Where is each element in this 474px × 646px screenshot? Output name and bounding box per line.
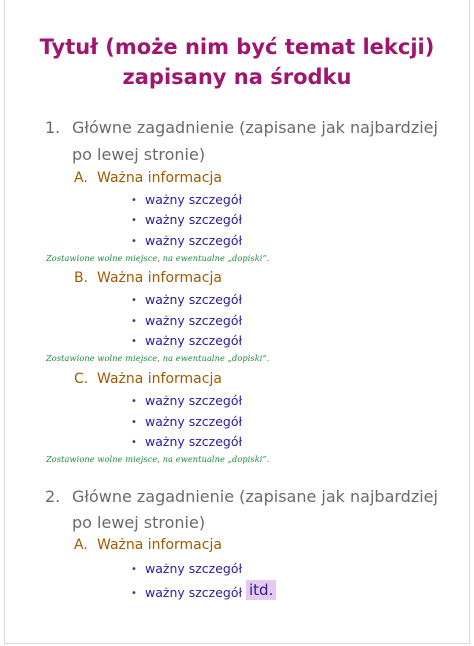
section-1-item-c-note: Zostawione wolne miejsce, na ewentualne „dopiski”. xyxy=(46,454,270,464)
section-1-item-b-letter: B. xyxy=(74,270,89,286)
bullet-icon: • xyxy=(131,437,137,448)
section-1-item-c-detail-2: ważny szczegół xyxy=(145,414,243,429)
section-1-item-b-detail-1: ważny szczegół xyxy=(145,292,243,307)
bullet-icon: • xyxy=(131,396,137,407)
section-2-item-a-label: Ważna informacja xyxy=(97,537,222,553)
bullet-icon: • xyxy=(131,417,137,428)
bullet-icon: • xyxy=(131,588,137,599)
bullet-icon: • xyxy=(131,316,137,327)
section-1-item-c-letter: C. xyxy=(74,371,89,387)
section-1-number: 1. xyxy=(45,118,61,137)
bullet-icon: • xyxy=(131,295,137,306)
bullet-icon: • xyxy=(131,336,137,347)
page-title-line-2: zapisany na środku xyxy=(122,65,352,89)
bullet-icon: • xyxy=(131,215,137,226)
bullet-icon: • xyxy=(131,236,137,247)
section-1-item-c-detail-3: ważny szczegół xyxy=(145,434,243,449)
section-1-item-a-detail-2: ważny szczegół xyxy=(145,212,243,227)
section-1-item-b-detail-3: ważny szczegół xyxy=(145,333,243,348)
section-1-item-a-letter: A. xyxy=(74,170,88,186)
section-1-item-b-label: Ważna informacja xyxy=(97,270,222,286)
section-2-number: 2. xyxy=(45,487,61,506)
bullet-icon: • xyxy=(131,564,137,575)
page-title-line-1: Tytuł (może nim być temat lekcji) xyxy=(39,35,435,59)
section-1-item-c-label: Ważna informacja xyxy=(97,371,222,387)
section-1-item-c-detail-1: ważny szczegół xyxy=(145,393,243,408)
section-2-heading-line-1: Główne zagadnienie (zapisane jak najbardziej xyxy=(72,487,438,506)
bullet-icon: • xyxy=(131,195,137,206)
section-2-heading-line-2: po lewej stronie) xyxy=(72,513,206,532)
section-1-item-a-label: Ważna informacja xyxy=(97,170,222,186)
section-1-item-a-note: Zostawione wolne miejsce, na ewentualne „dopiski”. xyxy=(46,253,270,263)
section-1-item-b-note: Zostawione wolne miejsce, na ewentualne „dopiski”. xyxy=(46,353,270,363)
section-2-item-a-detail-2: ważny szczegół xyxy=(145,585,243,600)
section-1-heading-line-2: po lewej stronie) xyxy=(72,145,206,164)
section-2-item-a-letter: A. xyxy=(74,537,88,553)
section-1-item-a-detail-1: ważny szczegół xyxy=(145,192,243,207)
section-1-item-a-detail-3: ważny szczegół xyxy=(145,233,243,248)
section-1-item-b-detail-2: ważny szczegół xyxy=(145,313,243,328)
itd-highlight: itd. xyxy=(246,580,276,600)
section-2-item-a-detail-1: ważny szczegół xyxy=(145,561,243,576)
section-1-heading-line-1: Główne zagadnienie (zapisane jak najbardziej xyxy=(72,118,438,137)
